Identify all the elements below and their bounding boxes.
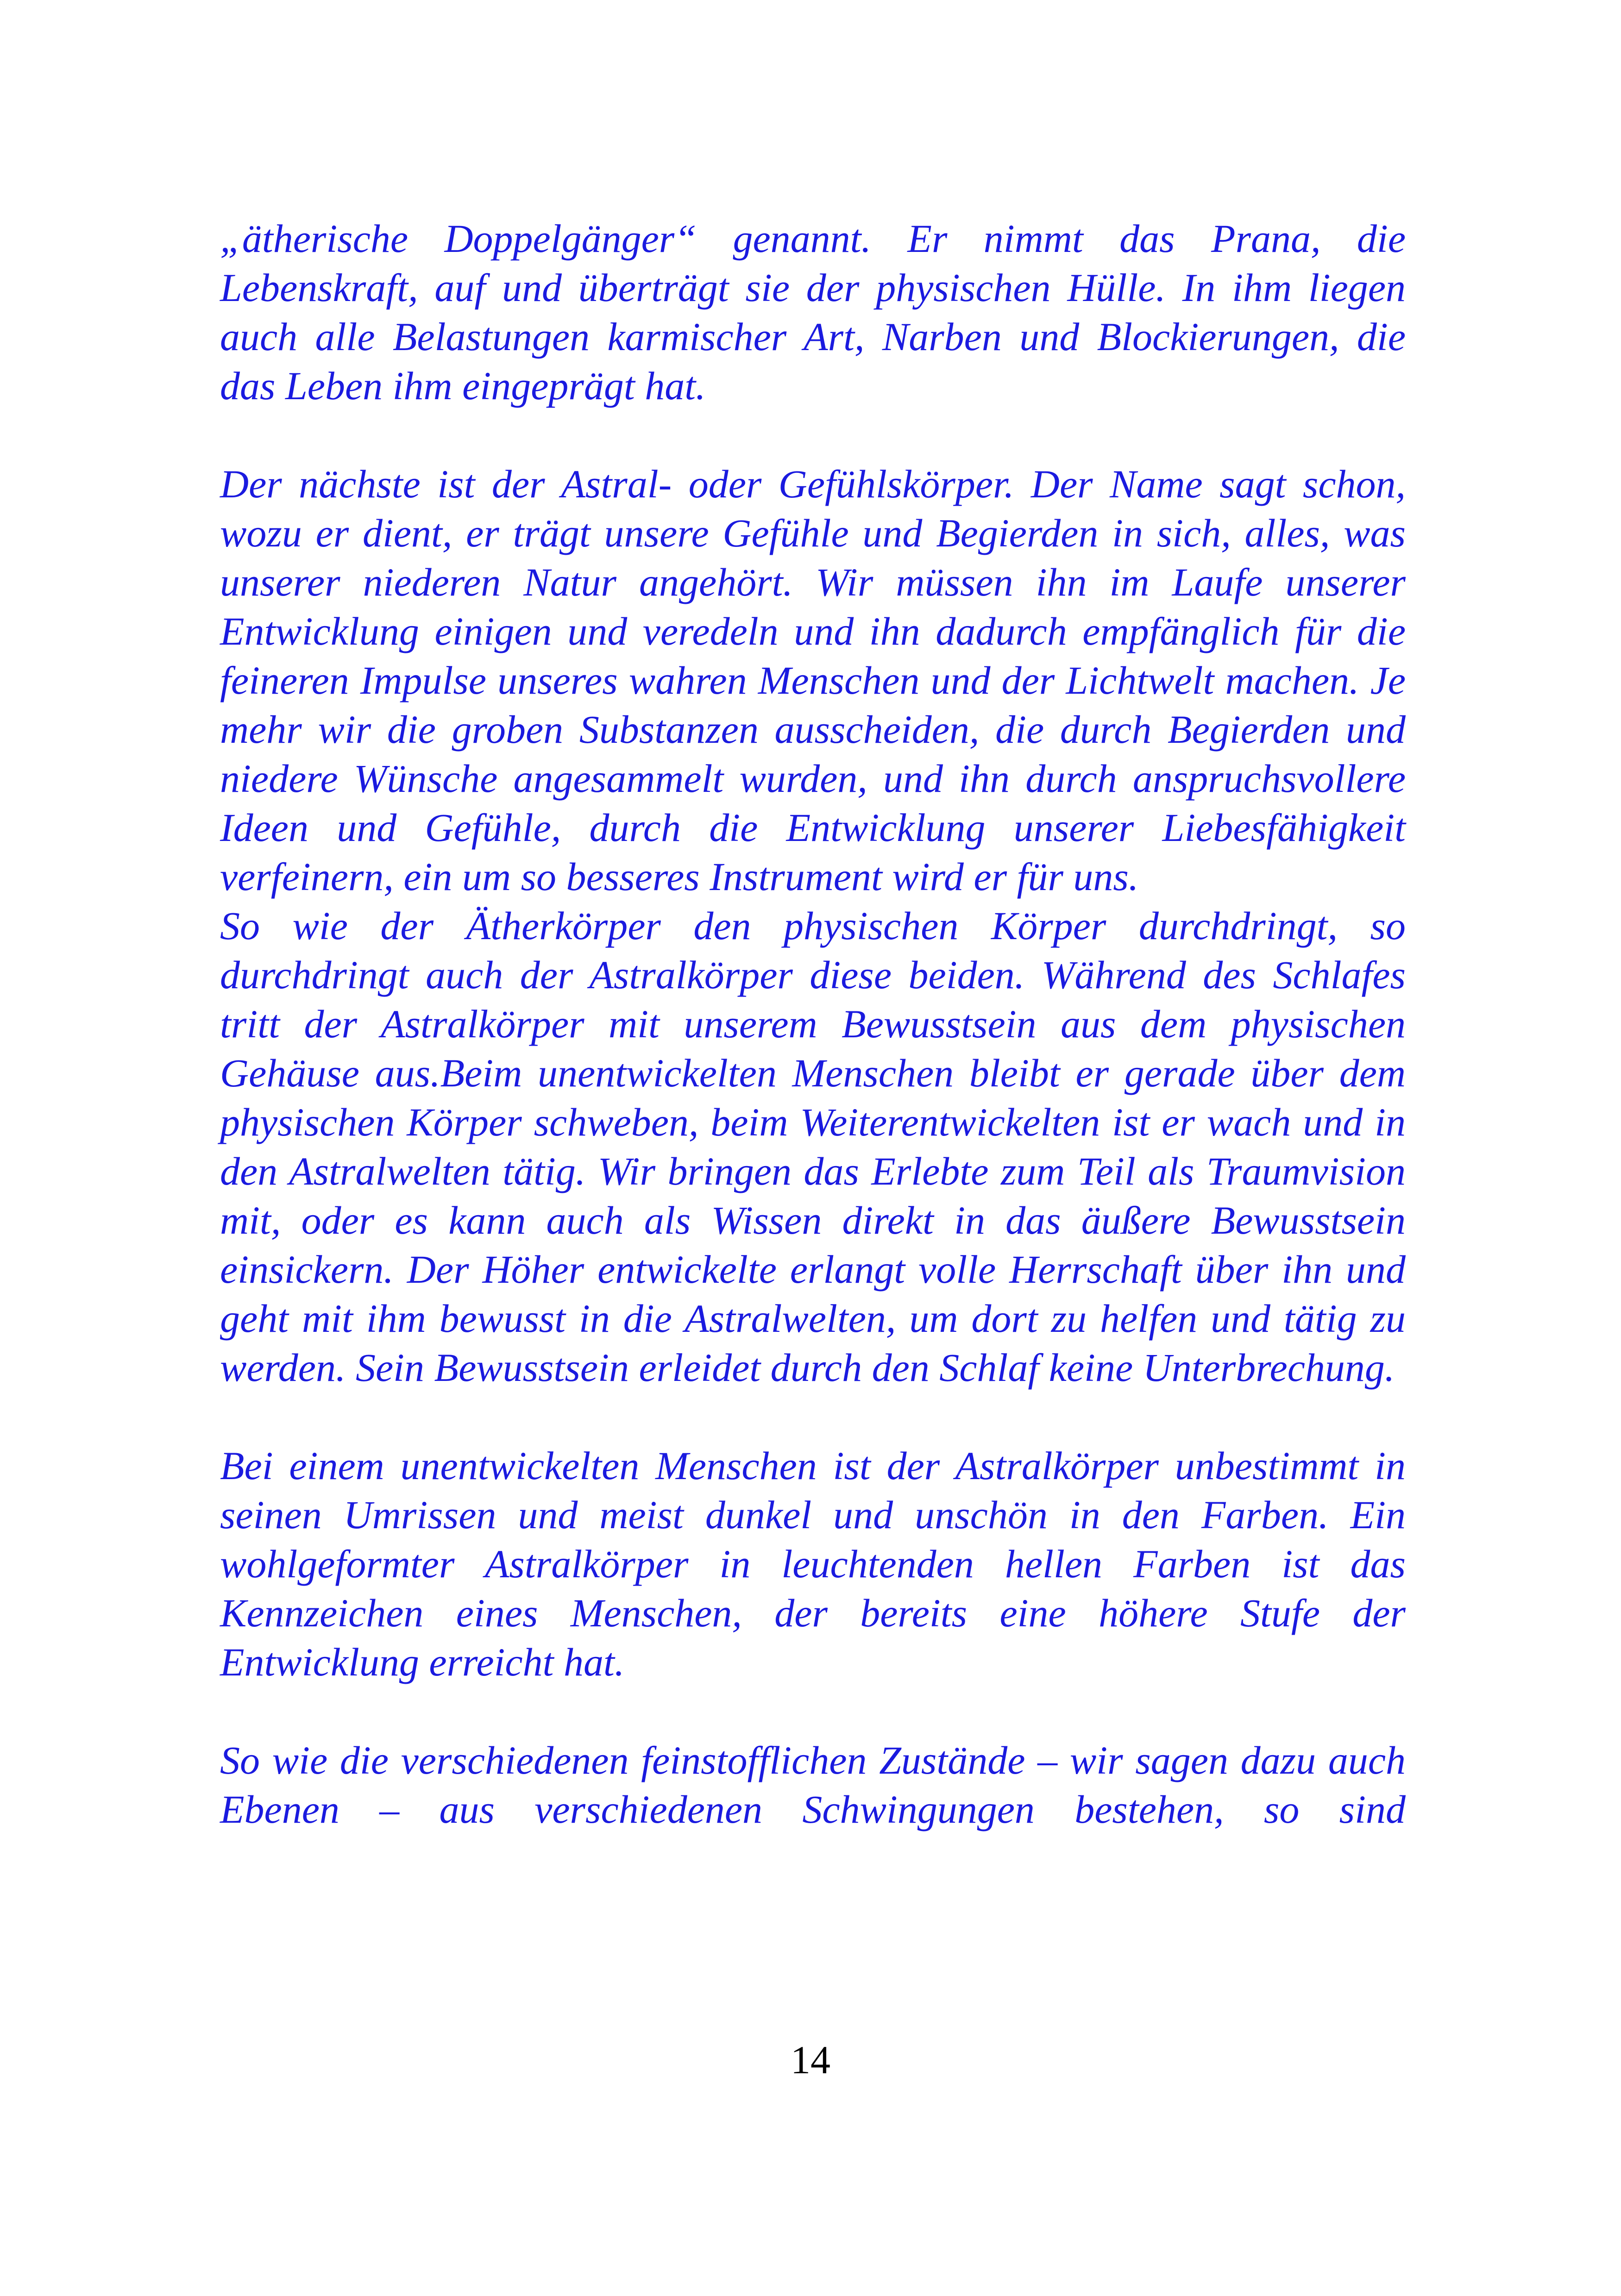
paragraph-astral-sleep: So wie der Ätherkörper den physischen Körper durchdringt, so durchdringt auch der Astralkörper diese beiden. Während des Schlafes tritt der Astralkörper mit unserem Bewusstsein aus dem physischen Gehäuse aus.Beim unentwickelten Menschen bleibt er gerade über dem physischen Körper schweben, beim Weiterentwickelten ist er wach und in den Astralwelten tätig. Wir bringen das Erlebte zum Teil als Traumvision mit, oder es kann auch als Wissen direkt in das äußere Bewusstsein einsickern. Der Höher entwickelte erlangt volle Herrschaft über ihn und geht mit ihm bewusst in die Astralwelten, um dort zu helfen und tätig zu werden. Sein Bewusstsein erleidet durch den Schlaf keine Unterbrechung. xyxy=(220,903,1406,1390)
body-text xyxy=(220,214,1406,1834)
page-number: 14 xyxy=(791,2038,830,2082)
paragraph-astral-appearance: Bei einem unentwickelten Menschen ist der Astralkörper unbestimmt in seinen Umrissen und meist dunkel und unschön in den Farben. Ein wohlgeformter Astralkörper in leuchtenden hellen Farben ist das Kennzeichen eines Menschen, der bereits eine höhere Stufe der Entwicklung erreicht hat. xyxy=(220,1443,1406,1684)
paragraph-subtle-planes: So wie die verschiedenen feinstofflichen Zustände – wir sagen dazu auch Ebenen – aus verschiedenen Schwingungen bestehen, so sind xyxy=(220,1738,1406,1832)
paragraph-etheric-double: „ätherische Doppelgänger“ genannt. Er nimmt das Prana, die Lebenskraft, auf und überträgt sie der physischen Hülle. In ihm liegen auch alle Belastungen karmischer Art, Narben und Blockierungen, die das Leben ihm eingeprägt hat. xyxy=(220,216,1406,408)
paragraph-astral-body: Der nächste ist der Astral- oder Gefühlskörper. Der Name sagt schon, wozu er dient, er trägt unsere Gefühle und Begierden in sich, alles, was unserer niederen Natur angehört. Wir müssen ihn im Laufe unserer Entwicklung einigen und veredeln und ihn dadurch empfänglich für die feineren Impulse unseres wahren Menschen und der Lichtwelt machen. Je mehr wir die groben Substanzen ausscheiden, die durch Begierden und niedere Wünsche angesammelt wurden, und ihn durch anspruchsvollere Ideen und Gefühle, durch die Entwicklung unserer Liebesfähigkeit verfeinern, ein um so besseres Instrument wird er für uns. xyxy=(220,462,1406,899)
